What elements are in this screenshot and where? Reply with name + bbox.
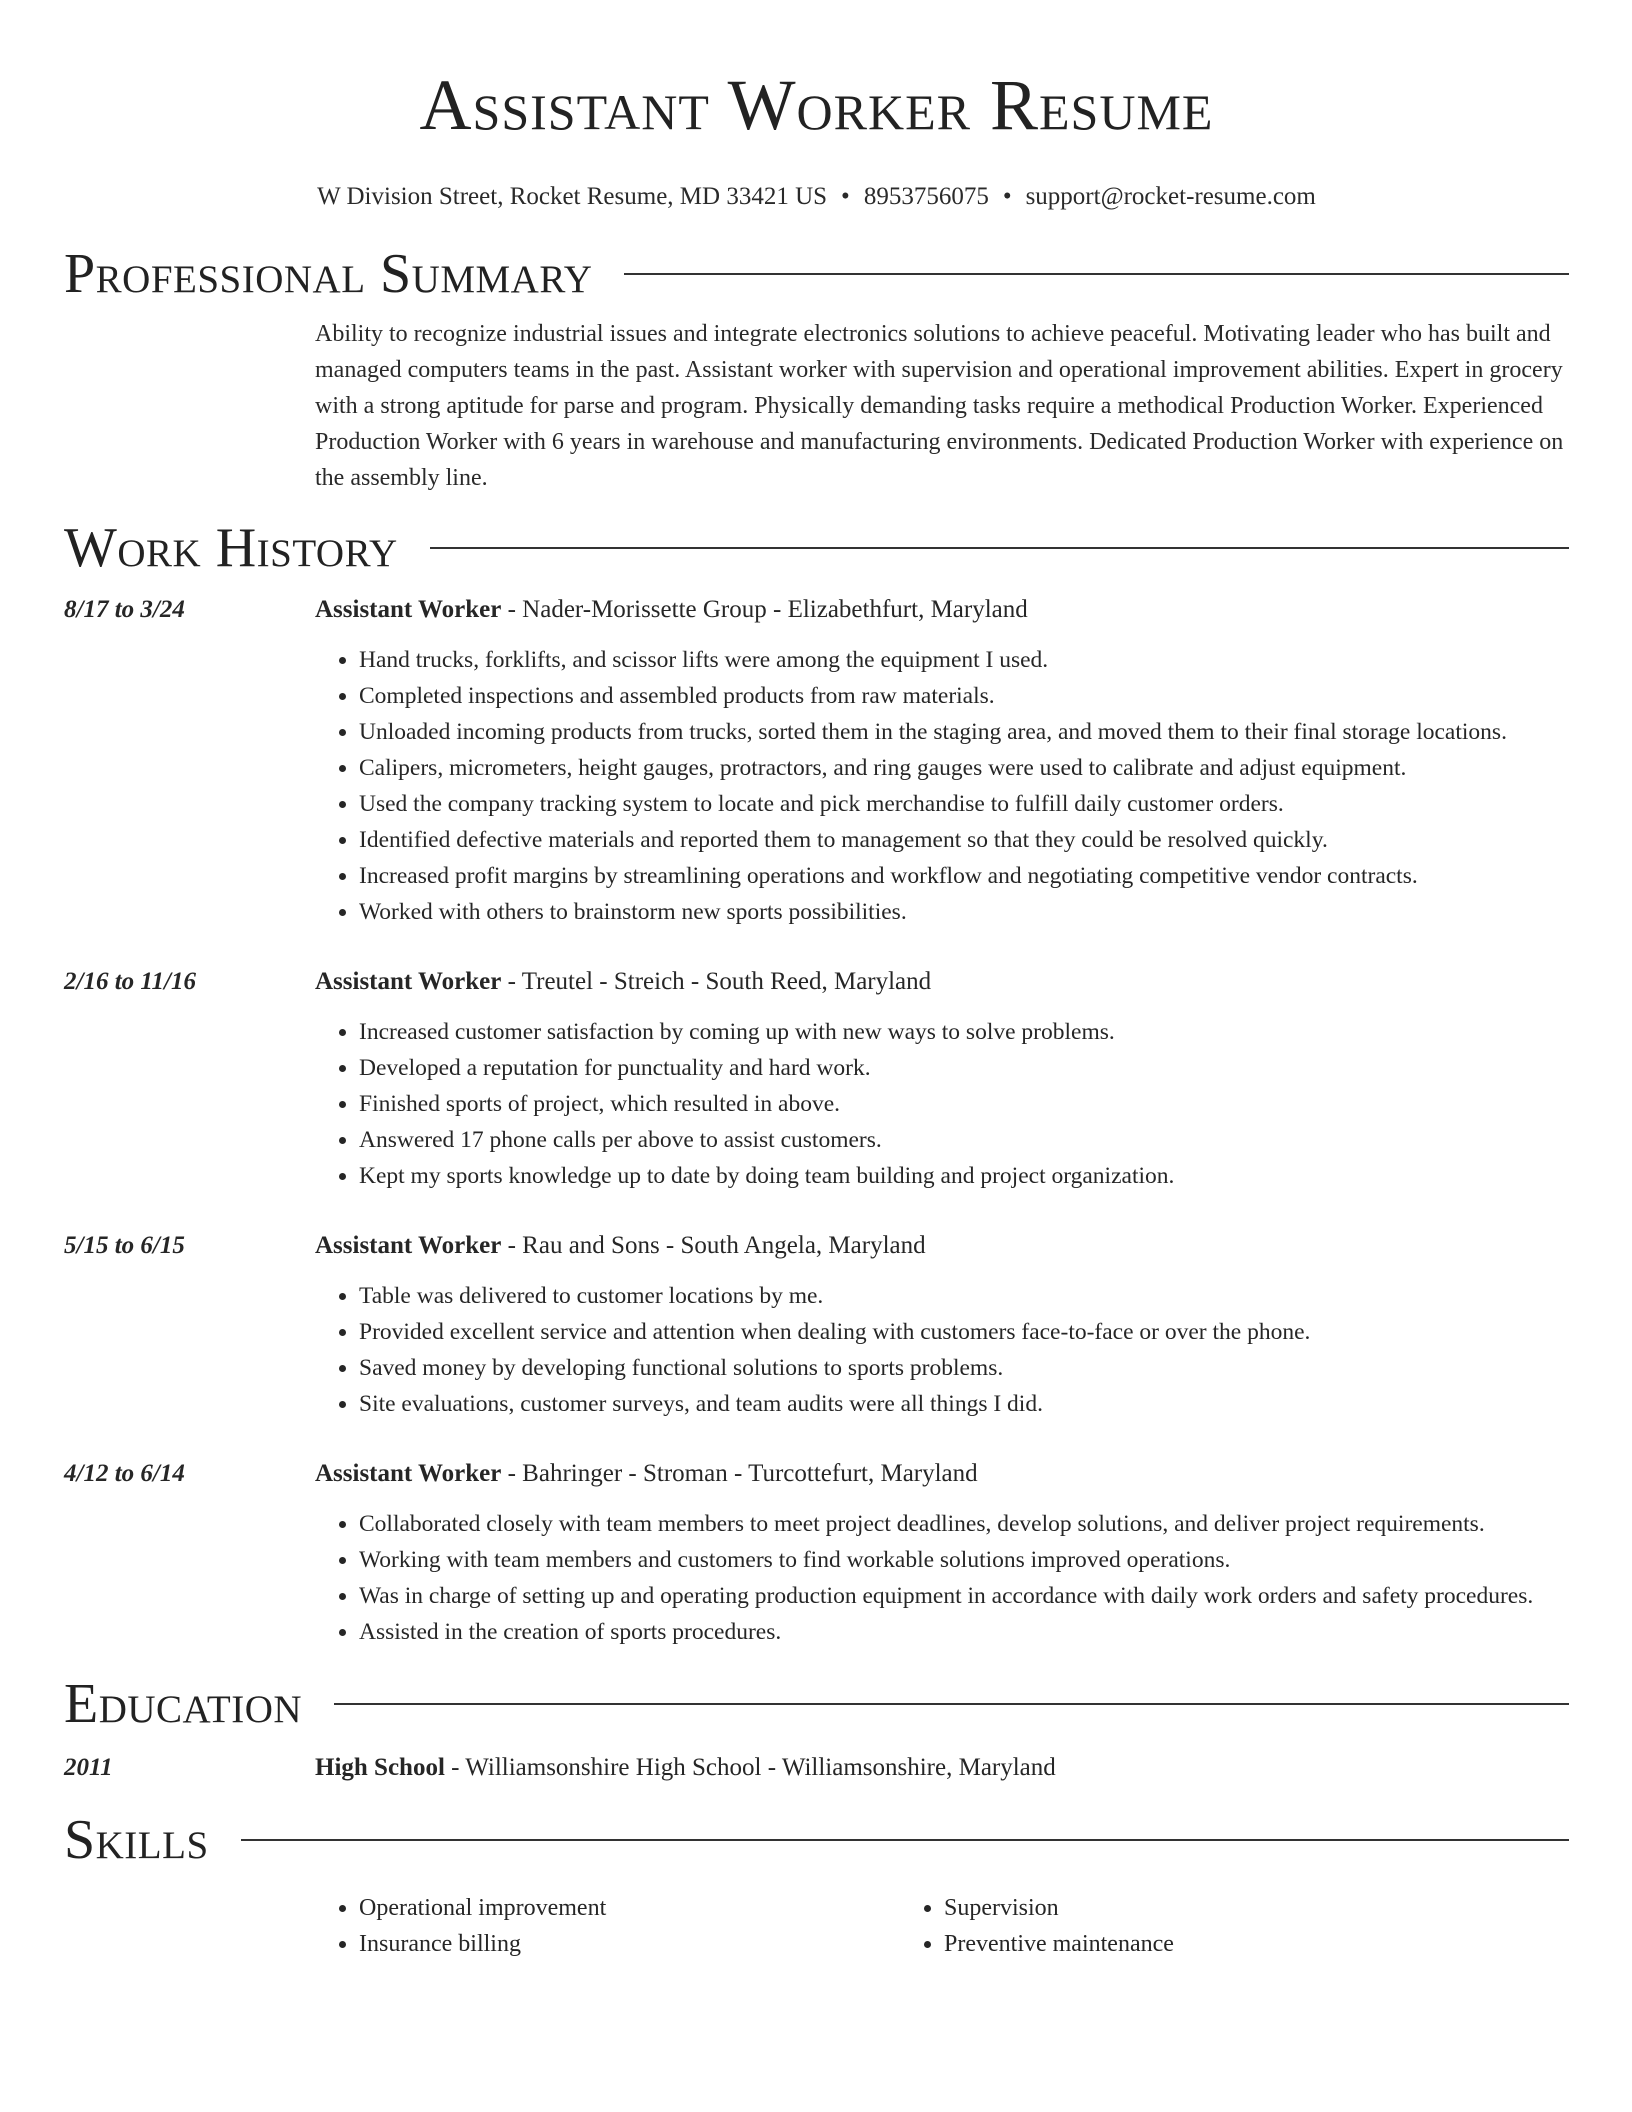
job-heading <box>315 964 1569 1000</box>
job-bullets <box>315 1506 1569 1650</box>
job-dates: 2/16 to 11/16 <box>64 968 196 995</box>
contact-address: W Division Street, Rocket Resume, MD 33421 US <box>317 183 828 210</box>
list-item: • Finished sports of project, which resulted in above. <box>359 1086 1569 1122</box>
section-divider <box>241 1839 1569 1841</box>
list-item: • Site evaluations, customer surveys, and team audits were all things I did. <box>359 1386 1569 1422</box>
section-heading: Education <box>64 1673 303 1735</box>
job-title: Assistant Worker <box>315 596 502 623</box>
job-dates: 4/12 to 6/14 <box>64 1460 185 1487</box>
list-item: • Developed a reputation for punctuality and hard work. <box>359 1050 1569 1086</box>
list-item: • Was in charge of setting up and operating production equipment in accordance with daily work orders and safety procedures. <box>359 1578 1569 1614</box>
job-employer: - Bahringer - Stroman - Turcottefurt, Maryland <box>501 1460 978 1487</box>
section-divider <box>334 1703 1569 1705</box>
job-bullets <box>315 1014 1569 1194</box>
job-heading <box>315 1228 1569 1264</box>
skills-row <box>64 1890 1569 1962</box>
summary-text: Ability to recognize industrial issues and integrate electronics solutions to achieve peaceful. Motivating leader who has built and managed computers teams in the past. Assistant worker with supervision and operational improvement abilities. Expert in grocery with a strong aptitude for parse and program. Physically demanding tasks require a methodical Production Worker. Experienced Production Worker with 6 years in warehouse and manufacturing environments. Dedicated Production Worker with experience on the assembly line. <box>315 321 1564 491</box>
education-heading <box>315 1750 1569 1786</box>
list-item: • Provided excellent service and attention when dealing with customers face-to-face or over the phone. <box>359 1314 1569 1350</box>
section-skills <box>64 1808 1569 1872</box>
summary-spacer <box>64 316 315 496</box>
list-item: • Completed inspections and assembled products from raw materials. <box>359 678 1569 714</box>
list-item: • Increased profit margins by streamlining operations and workflow and negotiating competitive vendor contracts. <box>359 858 1569 894</box>
list-item: • Assisted in the creation of sports procedures. <box>359 1614 1569 1650</box>
section-divider <box>624 273 1569 275</box>
list-item: • Working with team members and customers to find workable solutions improved operations. <box>359 1542 1569 1578</box>
section-professional-summary <box>64 242 1569 306</box>
job-employer: - Nader-Morissette Group - Elizabethfurt, Maryland <box>501 596 1028 623</box>
section-heading: Skills <box>64 1809 209 1871</box>
list-item: • Preventive maintenance <box>944 1926 1465 1962</box>
list-item: • Operational improvement <box>359 1890 890 1926</box>
job-bullets <box>315 1278 1569 1422</box>
job-bullets <box>315 642 1569 930</box>
contact-phone: 8953756075 <box>863 183 989 210</box>
education-school: - Williamsonshire High School - Williamsonshire, Maryland <box>444 1754 1056 1781</box>
skills-column-left <box>315 1890 890 1962</box>
resume-title: Assistant Worker Resume <box>419 65 1214 145</box>
list-item: • Saved money by developing functional solutions to sports problems. <box>359 1350 1569 1386</box>
list-item: • Calipers, micrometers, height gauges, protractors, and ring gauges were used to calibrate and adjust equipment. <box>359 750 1569 786</box>
job-entry <box>64 964 1569 1194</box>
summary-row <box>64 316 1569 496</box>
list-item: • Kept my sports knowledge up to date by doing team building and project organization. <box>359 1158 1569 1194</box>
contact-separator: • <box>841 183 850 210</box>
job-heading <box>315 592 1569 628</box>
list-item: • Answered 17 phone calls per above to assist customers. <box>359 1122 1569 1158</box>
list-item: • Collaborated closely with team members to meet project deadlines, develop solutions, and deliver project requirements. <box>359 1506 1569 1542</box>
list-item: • Increased customer satisfaction by coming up with new ways to solve problems. <box>359 1014 1569 1050</box>
job-title: Assistant Worker <box>315 968 502 995</box>
job-entry <box>64 592 1569 930</box>
list-item: • Worked with others to brainstorm new sports possibilities. <box>359 894 1569 930</box>
contact-line <box>64 182 1569 212</box>
job-employer: - Treutel - Streich - South Reed, Maryland <box>501 968 932 995</box>
job-title: Assistant Worker <box>315 1460 502 1487</box>
job-dates: 8/17 to 3/24 <box>64 596 185 623</box>
list-item: • Insurance billing <box>359 1926 890 1962</box>
skills-column-right <box>890 1890 1465 1962</box>
contact-email: support@rocket-resume.com <box>1025 183 1316 210</box>
job-title: Assistant Worker <box>315 1232 502 1259</box>
list-item: • Unloaded incoming products from trucks, sorted them in the staging area, and moved them to their final storage locations. <box>359 714 1569 750</box>
skills-grid <box>315 1890 1465 1962</box>
list-item: • Hand trucks, forklifts, and scissor lifts were among the equipment I used. <box>359 642 1569 678</box>
list-item: • Table was delivered to customer locations by me. <box>359 1278 1569 1314</box>
job-entry <box>64 1228 1569 1422</box>
education-entry <box>64 1750 1569 1786</box>
contact-separator: • <box>1002 183 1012 210</box>
job-employer: - Rau and Sons - South Angela, Maryland <box>501 1232 926 1259</box>
education-degree: High School <box>315 1754 445 1781</box>
list-item: • Used the company tracking system to locate and pick merchandise to fulfill daily customer orders. <box>359 786 1569 822</box>
job-dates: 5/15 to 6/15 <box>64 1232 185 1259</box>
list-item: • Identified defective materials and reported them to management so that they could be resolved quickly. <box>359 822 1569 858</box>
job-entry <box>64 1456 1569 1650</box>
section-education <box>64 1672 1569 1736</box>
section-divider <box>430 547 1569 549</box>
section-heading: Work History <box>64 517 398 579</box>
section-work-history <box>64 516 1569 580</box>
skills-spacer <box>64 1890 315 1962</box>
education-year: 2011 <box>64 1754 113 1781</box>
list-item: • Supervision <box>944 1890 1465 1926</box>
job-heading <box>315 1456 1569 1492</box>
section-heading: Professional Summary <box>64 243 593 305</box>
